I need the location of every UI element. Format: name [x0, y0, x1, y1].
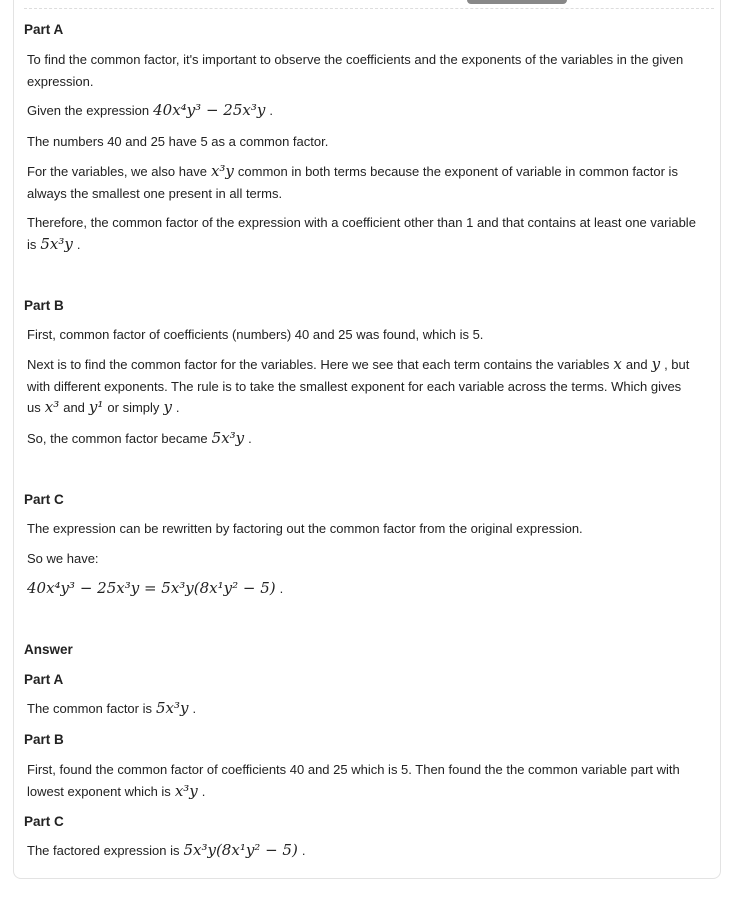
- math-expression: 5x³y: [40, 234, 73, 253]
- math-expression: 40x⁴y³ − 25x³y: [153, 101, 266, 119]
- text: .: [175, 400, 180, 415]
- text: Given the expression: [27, 103, 150, 118]
- text: So, the common factor became: [27, 431, 208, 446]
- math-expression: 5x³y(8x¹y² − 5): [183, 841, 298, 859]
- part-b-next: [24, 354, 714, 419]
- part-c-heading: Part C: [24, 492, 64, 507]
- text: , but with different exponents. The rule is to take the smallest exponent for each variable across the terms. Which gives us: [27, 357, 690, 415]
- text: .: [201, 783, 206, 799]
- math-expression: 5x³y: [156, 699, 189, 717]
- part-a-numbers: [24, 131, 714, 153]
- answer-part-a: [24, 698, 714, 720]
- answer-part-b-heading: Part B: [24, 732, 64, 747]
- part-b-first: [24, 324, 714, 346]
- text: The factored expression is: [27, 843, 180, 858]
- part-b-heading: Part B: [24, 298, 64, 313]
- math-expression: y¹: [88, 398, 104, 416]
- part-c-equation: [24, 578, 714, 600]
- text: .: [301, 843, 306, 858]
- part-a-variables: [24, 161, 714, 204]
- part-a-intro: [24, 49, 714, 92]
- math-expression: x: [613, 355, 622, 373]
- math-expression: x³y: [174, 781, 198, 800]
- part-a-therefore: [24, 212, 714, 255]
- math-expression: 5x³y: [211, 429, 245, 447]
- answer-part-c-heading: Part C: [24, 814, 64, 829]
- math-expression: x³: [44, 398, 60, 416]
- text: Therefore, the common factor of the expression with a coefficient other than 1 and that contains at least one variable is: [27, 215, 696, 252]
- part-b-so: [24, 428, 714, 450]
- part-a-given: [24, 100, 714, 122]
- text: Next is to find the common factor for the variables. Here we see that each term contains the variables: [27, 357, 610, 372]
- answer-part-c: [24, 840, 714, 862]
- paragraph: The expression can be rewritten by factoring out the common factor from the original expression.: [27, 521, 583, 536]
- math-equation: 40x⁴y³ − 25x³y = 5x³y(8x¹y² − 5): [27, 579, 276, 597]
- part-c-so: [24, 548, 714, 570]
- text: .: [76, 236, 81, 252]
- paragraph: To find the common factor, it's important to observe the coefficients and the exponents of the variables in the given expression.: [27, 52, 684, 89]
- paragraph: So we have:: [27, 551, 99, 566]
- paragraph: First, common factor of coefficients (numbers) 40 and 25 was found, which is 5.: [27, 327, 484, 342]
- answer-heading: Answer: [24, 642, 73, 657]
- text: .: [269, 103, 273, 118]
- answer-part-b: [24, 759, 714, 802]
- divider: [24, 8, 714, 9]
- text: For the variables, we also have: [27, 164, 207, 179]
- text: and: [63, 400, 85, 415]
- text: The common factor is: [27, 701, 152, 716]
- math-expression: y: [651, 355, 661, 373]
- math-expression: y: [163, 398, 172, 416]
- text: .: [192, 701, 197, 716]
- drag-handle[interactable]: [467, 0, 567, 4]
- text: First, found the common factor of coefficients 40 and 25 which is 5. Then found the the common variable part with lowest exponent which is: [27, 762, 680, 799]
- text: common in both terms because the exponent of variable in common factor is always the smallest one present in all terms.: [27, 164, 678, 201]
- text: .: [279, 581, 284, 596]
- text: .: [248, 431, 252, 446]
- math-expression: x³y: [210, 162, 234, 180]
- answer-part-a-heading: Part A: [24, 672, 64, 687]
- text: or simply: [107, 400, 160, 415]
- text: and: [625, 357, 648, 372]
- paragraph: The numbers 40 and 25 have 5 as a common factor.: [27, 134, 329, 149]
- part-c-intro: [24, 518, 714, 540]
- part-a-heading: Part A: [24, 22, 64, 37]
